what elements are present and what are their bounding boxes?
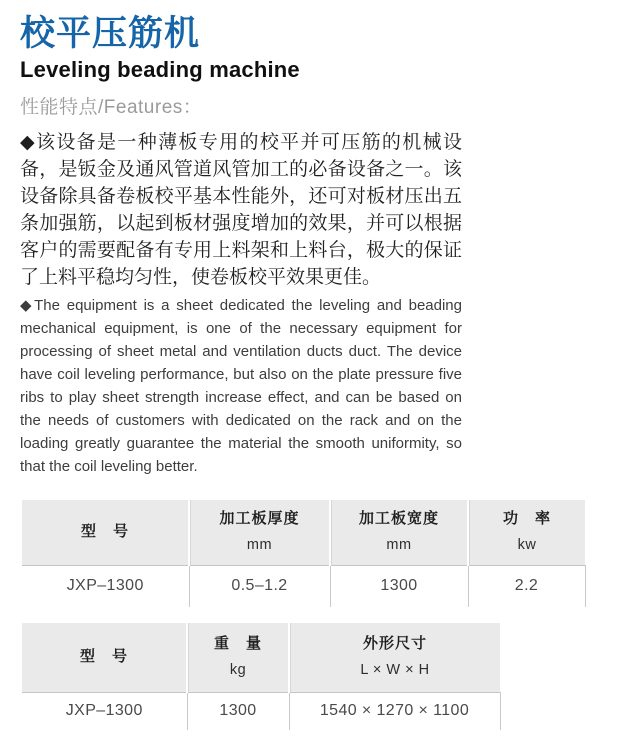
- spec-table-dimensions-data-row: [22, 692, 500, 730]
- cell-model: JXP–1300: [66, 577, 144, 595]
- spec-table-main-header-row: [22, 500, 585, 565]
- page-title-en: Leveling beading machine: [20, 57, 300, 82]
- spec-table-main: [22, 500, 586, 607]
- header-overall-dimensions-label: 外形尺寸: [362, 635, 427, 653]
- spec-table-dimensions-header-row: [22, 623, 500, 692]
- header-overall-dimensions: [289, 623, 500, 692]
- cell-weight: 1300: [187, 692, 289, 730]
- header-plate-thickness-label: 加工板厚度: [219, 510, 300, 528]
- spec-table-dimensions: [22, 623, 501, 730]
- header-power: [468, 500, 585, 565]
- header-plate-thickness-unit: mm: [246, 537, 273, 554]
- header-plate-width: [330, 500, 468, 565]
- header-model: [22, 500, 189, 565]
- header-plate-width-unit: mm: [386, 537, 412, 554]
- header-power-unit: kw: [517, 537, 537, 554]
- header-power-label: 功 率: [502, 510, 551, 528]
- header-plate-thickness: [189, 500, 330, 565]
- header-model-label: 型 号: [80, 523, 129, 541]
- header-overall-dimensions-unit: L × W × H: [360, 662, 430, 679]
- cell-thickness: 0.5–1.2: [189, 565, 330, 607]
- features-paragraph-en: ◆The equipment is a sheet dedicated the leveling and beading mechanical equipment, is one of the necessary equipment for processing of sheet metal and ventilation ducts duct. The device have coil leveling performance, but also on the plate pressure five ribs to play sheet strength increase effect, and can be based on the needs of customers with dedicated on the rack and on the loading greatly guarantee the material the smooth uniformity, so that the coil leveling better.: [20, 297, 462, 475]
- spec-table-main-data-row: [22, 565, 585, 607]
- features-paragraph-zh: ◆该设备是一种薄板专用的校平并可压筋的机械设备，是钣金及通风管道风管加工的必备设备之一。该设备除具备卷板校平基本性能外，还可对板材压出五条加强筋，以起到板材强度增加的效果，并可以根据客户的需要配备有专用上料架和上料台，极大的保证了上料平稳均匀性，使卷板校平效果更佳。: [20, 132, 462, 288]
- cell-width: 1300: [330, 565, 468, 607]
- page-title-zh: 校平压筋机: [20, 14, 201, 53]
- features-section-label: 性能特点/Features：: [20, 97, 203, 118]
- header-plate-width-label: 加工板宽度: [358, 510, 439, 528]
- cell-power: 2.2: [468, 565, 585, 607]
- header-model-2-label: 型 号: [79, 648, 128, 666]
- cell-dimensions: 1540 × 1270 × 1100: [289, 692, 500, 730]
- header-weight-unit: kg: [229, 662, 247, 679]
- cell-model-2: JXP–1300: [65, 702, 143, 720]
- header-weight-label: 重 量: [213, 635, 262, 653]
- header-model-2: [22, 623, 187, 692]
- header-weight: [187, 623, 289, 692]
